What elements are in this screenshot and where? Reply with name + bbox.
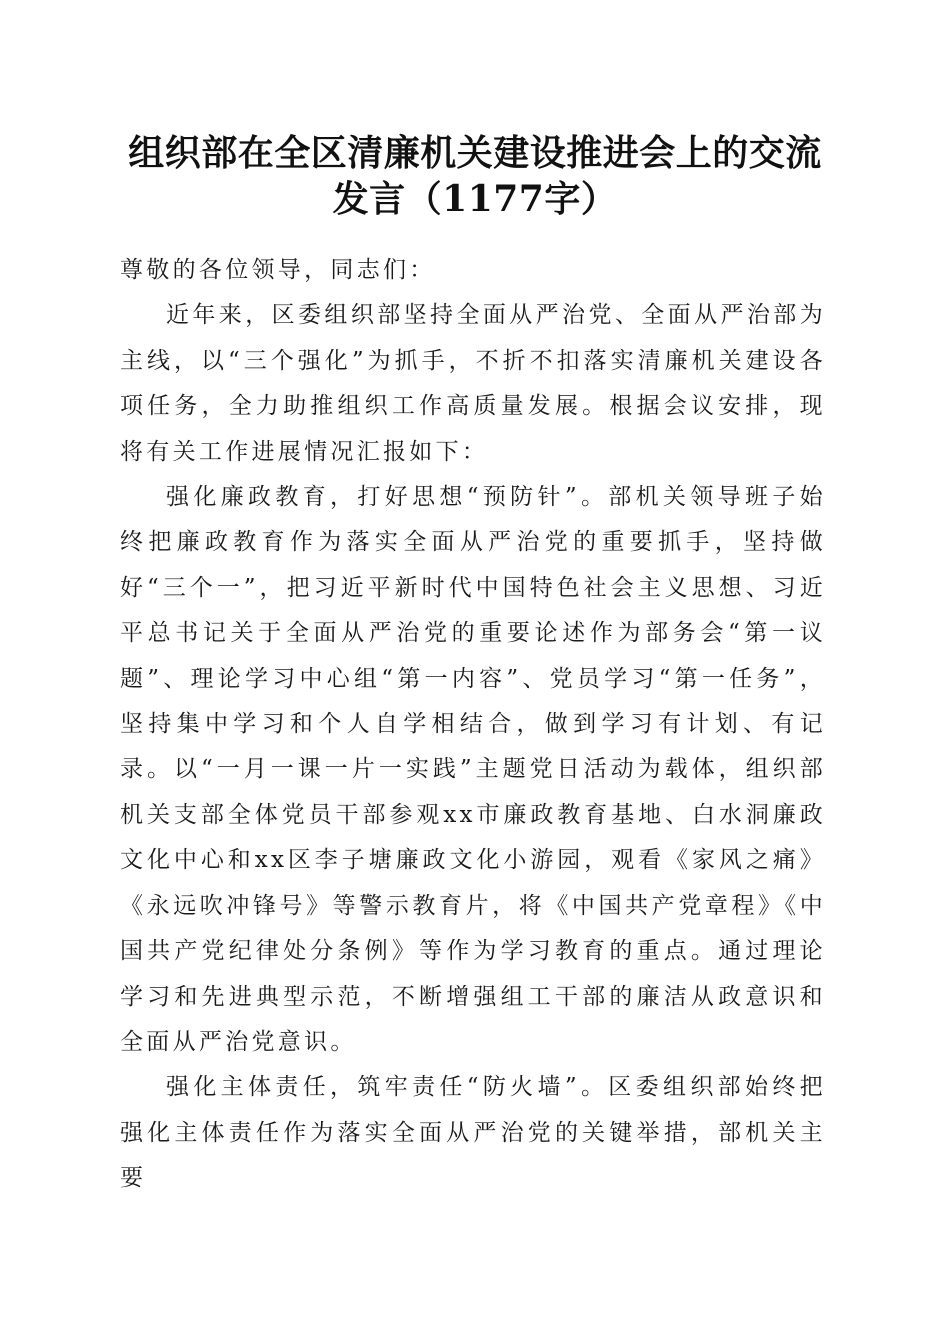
- salutation: 尊敬的各位领导，同志们：: [120, 257, 436, 283]
- paragraph-education: 强化廉政教育，打好思想“预防针”。部机关领导班子始终把廉政教育作为落实全面从严治党的重要抓手，坚持做好“三个一”，把习近平新时代中国特色社会主义思想、习近平总书记关于全面从严治党的重要论述作为部务会“第一议题”、理论学习中心组“第一内容”、党员学习“第一任务”，坚持集中学习和个人自学相结合，做到学习有计划、有记录。以“一月一课一片一实践”主题党日活动为载体，组织部机关支部全体党员干部参观xx市廉政教育基地、白水洞廉政文化中心和xx区李子塘廉政文化小游园，观看《家风之痛》《永远吹冲锋号》等警示教育片，将《中国共产党章程》《中国共产党纪律处分条例》等作为学习教育的重点。通过理论学习和先进典型示范，不断增强组工干部的廉洁从政意识和全面从严治党意识。: [120, 484, 826, 1055]
- paragraph-responsibility: 强化主体责任，筑牢责任“防火墙”。区委组织部始终把强化主体责任作为落实全面从严治党的关键举措，部机关主要: [120, 1074, 826, 1192]
- document-title: 组织部在全区清廉机关建设推进会上的交流发言（1177字）: [128, 132, 822, 220]
- paragraph-intro: 近年来，区委组织部坚持全面从严治党、全面从严治部为主线，以“三个强化”为抓手，不折不扣落实清廉机关建设各项任务，全力助推组织工作高质量发展。根据会议安排，现将有关工作进展情况汇报如下：: [120, 302, 826, 465]
- document-body: [120, 248, 826, 1202]
